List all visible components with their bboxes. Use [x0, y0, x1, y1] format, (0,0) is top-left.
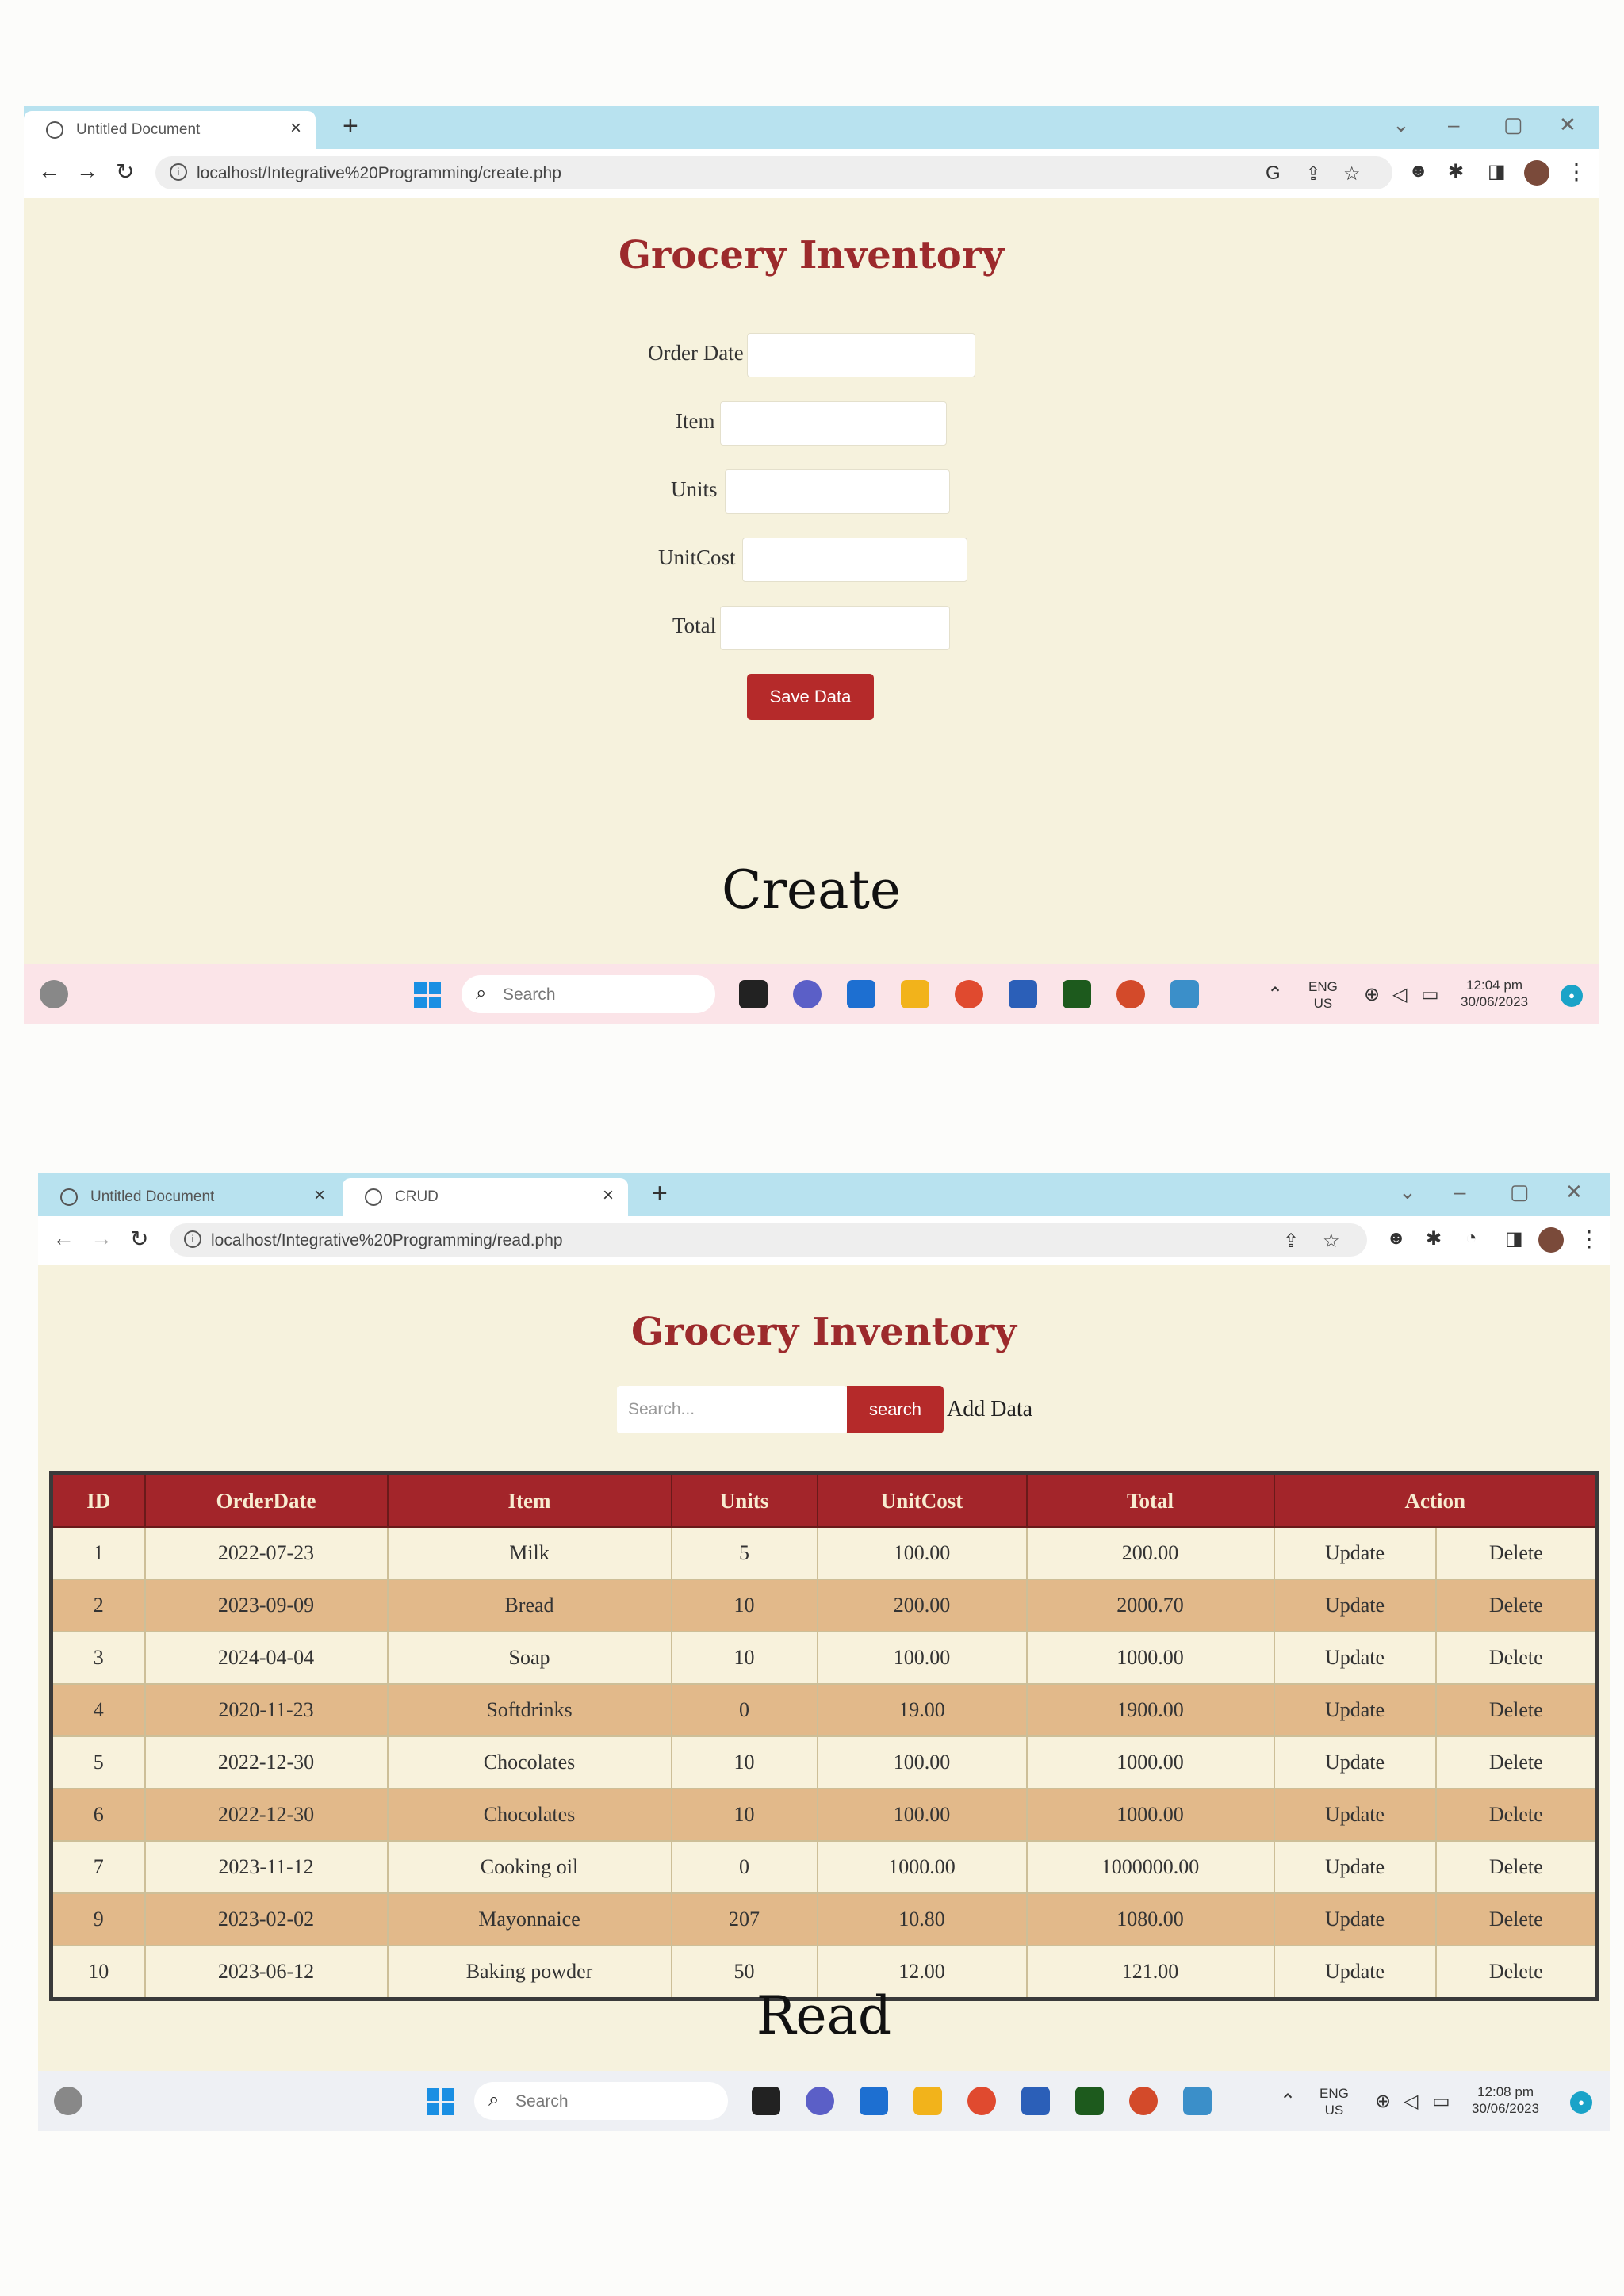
table-row: [52, 1893, 1598, 1946]
cell-orderdate: 2023-09-09: [145, 1579, 388, 1632]
delete-link[interactable]: Delete: [1436, 1579, 1598, 1632]
inventory-table: [49, 1471, 1599, 2001]
search-input[interactable]: [617, 1386, 847, 1433]
tab-title: Untitled Document: [90, 1188, 215, 1205]
cell-id: 6: [52, 1789, 145, 1841]
clock-date: 30/06/2023: [1472, 2101, 1540, 2116]
update-link[interactable]: Update: [1274, 1632, 1436, 1684]
globe-icon: [46, 121, 63, 139]
menu-kebab-icon[interactable]: ⋮: [1565, 159, 1588, 184]
word-icon[interactable]: [1009, 980, 1037, 1008]
cell-id: 3: [52, 1632, 145, 1684]
close-window-icon[interactable]: ✕: [1565, 1180, 1583, 1203]
mail-icon[interactable]: [860, 2087, 888, 2115]
read-caption: Read: [756, 1985, 892, 2046]
extensions-puzzle-icon[interactable]: ✱: [1426, 1228, 1442, 1249]
back-icon[interactable]: ←: [52, 1226, 75, 1250]
units-input[interactable]: [725, 469, 950, 514]
cell-units: 207: [672, 1893, 818, 1946]
cell-total: 1900.00: [1027, 1684, 1274, 1736]
delete-link[interactable]: Delete: [1436, 1841, 1598, 1893]
cell-units: 0: [672, 1684, 818, 1736]
delete-link[interactable]: Delete: [1436, 1789, 1598, 1841]
delete-link[interactable]: Delete: [1436, 1946, 1598, 1999]
cell-total: 1000.00: [1027, 1789, 1274, 1841]
col-header-unitcost: UnitCost: [818, 1474, 1027, 1528]
page-title: Grocery Inventory: [619, 233, 1004, 277]
xampp-icon[interactable]: [1116, 980, 1145, 1008]
new-tab-icon[interactable]: +: [343, 111, 358, 141]
table-row: [52, 1736, 1598, 1789]
notification-icon[interactable]: ●: [1561, 985, 1583, 1007]
weather-icon[interactable]: [54, 2087, 82, 2115]
snipping-tool-icon[interactable]: [1183, 2087, 1212, 2115]
tab-title: Untitled Document: [76, 121, 201, 138]
taskbar-search-text: Search: [503, 985, 556, 1004]
forward-icon[interactable]: →: [76, 159, 98, 183]
cell-unitcost: 100.00: [818, 1527, 1027, 1579]
delete-link[interactable]: Delete: [1436, 1736, 1598, 1789]
taskbar-search[interactable]: [474, 2082, 728, 2120]
dreamweaver-icon[interactable]: [1075, 2087, 1104, 2115]
table-row: [52, 1841, 1598, 1893]
notification-icon[interactable]: ●: [1570, 2091, 1592, 2114]
chrome-icon[interactable]: [967, 2087, 996, 2115]
file-explorer-icon[interactable]: [901, 980, 929, 1008]
cell-orderdate: 2020-11-23: [145, 1684, 388, 1736]
cell-total: 1000.00: [1027, 1632, 1274, 1684]
extensions-puzzle-icon[interactable]: ✱: [1448, 161, 1465, 182]
table-row: [52, 1684, 1598, 1736]
table-row: [52, 1632, 1598, 1684]
cell-id: 5: [52, 1736, 145, 1789]
delete-link[interactable]: Delete: [1436, 1632, 1598, 1684]
browser-tab-active[interactable]: [343, 1178, 628, 1216]
cell-item: Softdrinks: [388, 1684, 672, 1736]
back-icon[interactable]: ←: [38, 159, 60, 183]
taskbar-search[interactable]: [462, 975, 715, 1013]
close-window-icon[interactable]: ✕: [1559, 113, 1576, 136]
search-icon: ⌕: [476, 982, 487, 1004]
menu-kebab-icon[interactable]: ⋮: [1578, 1226, 1600, 1251]
cell-units: 50: [672, 1946, 818, 1999]
col-header-action: Action: [1274, 1474, 1598, 1528]
clock-time: 12:04 pm: [1466, 978, 1522, 993]
history-icon[interactable]: ◔: [1465, 1227, 1477, 1249]
chat-icon[interactable]: [793, 980, 822, 1008]
cell-total: 200.00: [1027, 1527, 1274, 1579]
cell-unitcost: 100.00: [818, 1632, 1027, 1684]
update-link[interactable]: Update: [1274, 1841, 1436, 1893]
delete-link[interactable]: Delete: [1436, 1527, 1598, 1579]
cell-unitcost: 19.00: [818, 1684, 1027, 1736]
update-link[interactable]: Update: [1274, 1789, 1436, 1841]
read-screenshot: [38, 1173, 1610, 2131]
chat-icon[interactable]: [806, 2087, 834, 2115]
globe-icon: [60, 1188, 78, 1206]
tray-chevron-icon[interactable]: ⌃: [1280, 2091, 1297, 2112]
network-icon[interactable]: ⊕: [1364, 984, 1381, 1005]
col-header-total: Total: [1027, 1474, 1274, 1528]
table-row: [52, 1789, 1598, 1841]
col-header-units: Units: [672, 1474, 818, 1528]
share-icon[interactable]: ⇪: [1305, 163, 1322, 185]
cell-orderdate: 2023-02-02: [145, 1893, 388, 1946]
taskbar-clock[interactable]: [1461, 977, 1528, 1010]
cell-total: 1000.00: [1027, 1736, 1274, 1789]
side-panel-icon[interactable]: ◨: [1488, 161, 1506, 182]
update-link[interactable]: Update: [1274, 1736, 1436, 1789]
globe-icon: [365, 1188, 382, 1206]
volume-icon[interactable]: ◁: [1404, 2091, 1419, 2112]
search-icon: ⌕: [488, 2089, 500, 2110]
windows-start-icon[interactable]: [414, 982, 441, 1008]
region-text: US: [1324, 2103, 1344, 2118]
cell-item: Cooking oil: [388, 1841, 672, 1893]
cell-orderdate: 2023-06-12: [145, 1946, 388, 1999]
cell-unitcost: 100.00: [818, 1736, 1027, 1789]
update-link[interactable]: Update: [1274, 1579, 1436, 1632]
cell-unitcost: 1000.00: [818, 1841, 1027, 1893]
item-label: Item: [676, 409, 715, 433]
page-title: Grocery Inventory: [631, 1310, 1017, 1354]
cell-id: 4: [52, 1684, 145, 1736]
tab-search-icon[interactable]: ⌄: [1392, 113, 1410, 136]
tab-title: CRUD: [395, 1188, 439, 1205]
windows-start-icon[interactable]: [427, 2088, 454, 2115]
site-info-icon[interactable]: i: [170, 163, 187, 181]
cell-id: 2: [52, 1579, 145, 1632]
search-placeholder: Search...: [628, 1400, 695, 1418]
search-button[interactable]: search: [847, 1386, 944, 1433]
new-tab-icon[interactable]: +: [652, 1178, 668, 1208]
profile-avatar[interactable]: [1538, 1227, 1564, 1253]
order-date-label: Order Date: [648, 341, 744, 365]
restore-icon[interactable]: ▢: [1503, 113, 1523, 136]
cell-item: Milk: [388, 1527, 672, 1579]
table-header-row: [52, 1474, 1598, 1528]
chrome-icon[interactable]: [955, 980, 983, 1008]
total-input[interactable]: [720, 606, 950, 650]
col-header-item: Item: [388, 1474, 672, 1528]
taskbar-search-text: Search: [515, 2092, 569, 2110]
delete-link[interactable]: Delete: [1436, 1893, 1598, 1946]
language-indicator[interactable]: [1320, 2085, 1349, 2118]
site-info-icon[interactable]: i: [184, 1230, 201, 1248]
snipping-tool-icon[interactable]: [1170, 980, 1199, 1008]
mail-icon[interactable]: [847, 980, 875, 1008]
cell-item: Chocolates: [388, 1789, 672, 1841]
table-body: [52, 1527, 1598, 1999]
battery-icon[interactable]: ▭: [1421, 984, 1439, 1005]
cell-id: 1: [52, 1527, 145, 1579]
add-data-link[interactable]: Add Data: [947, 1397, 1033, 1422]
windows-taskbar: [24, 964, 1599, 1024]
address-row: [38, 1216, 1610, 1265]
cell-item: Chocolates: [388, 1736, 672, 1789]
cell-unitcost: 100.00: [818, 1789, 1027, 1841]
forward-icon[interactable]: →: [90, 1226, 113, 1250]
cell-orderdate: 2022-12-30: [145, 1736, 388, 1789]
order-date-input[interactable]: [747, 333, 975, 377]
tray-chevron-icon[interactable]: ⌃: [1267, 984, 1284, 1005]
task-view-icon[interactable]: [739, 980, 768, 1008]
battery-icon[interactable]: ▭: [1432, 2091, 1450, 2112]
url-text: localhost/Integrative%20Programming/create.php: [197, 164, 561, 182]
address-bar[interactable]: [155, 156, 1392, 189]
dreamweaver-icon[interactable]: [1063, 980, 1091, 1008]
lang-text: ENG: [1308, 979, 1338, 994]
tab-close-icon[interactable]: ×: [289, 117, 301, 139]
address-bar[interactable]: [170, 1223, 1367, 1257]
minimize-icon[interactable]: –: [1454, 1180, 1466, 1203]
col-header-orderdate: OrderDate: [145, 1474, 388, 1528]
unitcost-input[interactable]: [742, 538, 967, 582]
lang-text: ENG: [1320, 2086, 1349, 2101]
units-label: Units: [671, 477, 718, 501]
side-panel-icon[interactable]: ◨: [1505, 1228, 1523, 1249]
bookmark-star-icon[interactable]: ☆: [1343, 163, 1361, 185]
tab-close-icon[interactable]: ×: [602, 1184, 614, 1206]
google-icon[interactable]: G: [1266, 163, 1281, 184]
volume-icon[interactable]: ◁: [1392, 984, 1408, 1005]
cell-units: 5: [672, 1527, 818, 1579]
cell-units: 10: [672, 1789, 818, 1841]
browser-tab[interactable]: [38, 1178, 339, 1216]
minimize-icon[interactable]: –: [1448, 113, 1460, 136]
table-row: [52, 1579, 1598, 1632]
browser-tab-bar: [38, 1173, 1610, 1216]
cell-total: 121.00: [1027, 1946, 1274, 1999]
create-caption: Create: [721, 859, 902, 920]
cell-units: 10: [672, 1632, 818, 1684]
taskbar-clock[interactable]: [1472, 2084, 1539, 2117]
language-indicator[interactable]: [1308, 978, 1338, 1012]
clock-time: 12:08 pm: [1477, 2084, 1534, 2099]
browser-tab-bar: [24, 106, 1599, 149]
xampp-icon[interactable]: [1129, 2087, 1158, 2115]
word-icon[interactable]: [1021, 2087, 1050, 2115]
unitcost-label: UnitCost: [658, 545, 736, 569]
clock-date: 30/06/2023: [1461, 994, 1529, 1009]
cell-item: Bread: [388, 1579, 672, 1632]
cell-item: Baking powder: [388, 1946, 672, 1999]
address-row: [24, 149, 1599, 198]
create-screenshot: [24, 106, 1599, 1024]
item-input[interactable]: [720, 401, 947, 446]
file-explorer-icon[interactable]: [914, 2087, 942, 2115]
table-row: [52, 1527, 1598, 1579]
url-text: localhost/Integrative%20Programming/read.php: [211, 1231, 563, 1249]
share-icon[interactable]: ⇪: [1283, 1230, 1300, 1252]
weather-icon[interactable]: [40, 980, 68, 1008]
task-view-icon[interactable]: [752, 2087, 780, 2115]
network-icon[interactable]: ⊕: [1375, 2091, 1392, 2112]
cell-id: 10: [52, 1946, 145, 1999]
total-label: Total: [672, 614, 717, 637]
region-text: US: [1313, 996, 1333, 1011]
reload-icon[interactable]: ↻: [116, 159, 135, 184]
cell-item: Soap: [388, 1632, 672, 1684]
cell-units: 10: [672, 1736, 818, 1789]
extension-icon[interactable]: ☻: [1408, 160, 1429, 182]
restore-icon[interactable]: ▢: [1510, 1180, 1530, 1203]
windows-taskbar: [38, 2071, 1610, 2131]
cell-unitcost: 200.00: [818, 1579, 1027, 1632]
delete-link[interactable]: Delete: [1436, 1684, 1598, 1736]
reload-icon[interactable]: ↻: [130, 1226, 149, 1251]
update-link[interactable]: Update: [1274, 1527, 1436, 1579]
cell-orderdate: 2022-07-23: [145, 1527, 388, 1579]
cell-total: 1000000.00: [1027, 1841, 1274, 1893]
bookmark-star-icon[interactable]: ☆: [1323, 1230, 1340, 1252]
cell-id: 7: [52, 1841, 145, 1893]
cell-unitcost: 12.00: [818, 1946, 1027, 1999]
col-header-id: ID: [52, 1474, 145, 1528]
update-link[interactable]: Update: [1274, 1893, 1436, 1946]
cell-unitcost: 10.80: [818, 1893, 1027, 1946]
update-link[interactable]: Update: [1274, 1946, 1436, 1999]
browser-tab[interactable]: [24, 111, 316, 149]
update-link[interactable]: Update: [1274, 1684, 1436, 1736]
tab-search-icon[interactable]: ⌄: [1399, 1180, 1416, 1203]
tab-close-icon[interactable]: ×: [313, 1184, 325, 1206]
cell-total: 2000.70: [1027, 1579, 1274, 1632]
cell-orderdate: 2022-12-30: [145, 1789, 388, 1841]
extension-icon[interactable]: ☻: [1386, 1227, 1407, 1249]
cell-total: 1080.00: [1027, 1893, 1274, 1946]
cell-id: 9: [52, 1893, 145, 1946]
cell-orderdate: 2023-11-12: [145, 1841, 388, 1893]
cell-orderdate: 2024-04-04: [145, 1632, 388, 1684]
cell-units: 10: [672, 1579, 818, 1632]
save-data-button[interactable]: Save Data: [747, 674, 874, 720]
cell-units: 0: [672, 1841, 818, 1893]
profile-avatar[interactable]: [1524, 160, 1549, 186]
cell-item: Mayonnaice: [388, 1893, 672, 1946]
